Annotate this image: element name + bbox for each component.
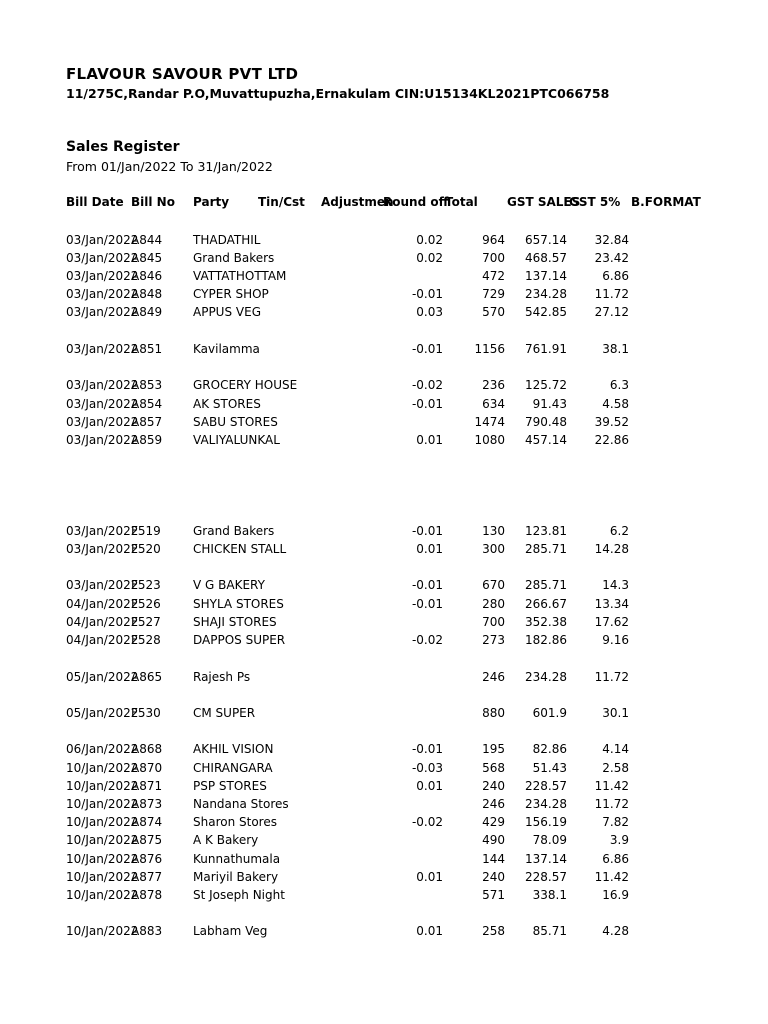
cell-bill-no: A854 bbox=[131, 397, 163, 411]
cell-gst-5: 6.86 bbox=[602, 269, 629, 283]
cell-gst-sales: 266.67 bbox=[525, 597, 567, 611]
cell-bill-date: 03/Jan/2022 bbox=[66, 578, 139, 592]
cell-gst-5: 3.9 bbox=[609, 833, 629, 847]
cell-gst-5: 4.58 bbox=[602, 397, 629, 411]
header-gst-sales: GST SALES bbox=[507, 195, 581, 209]
cell-bill-date: 10/Jan/2022 bbox=[66, 833, 139, 847]
cell-bill-date: 03/Jan/2022 bbox=[66, 397, 139, 411]
cell-gst-5: 2.58 bbox=[602, 761, 629, 775]
cell-party: VATTATHOTTAM bbox=[193, 269, 287, 283]
cell-gst-5: 30.1 bbox=[602, 706, 629, 720]
cell-total: 634 bbox=[482, 397, 505, 411]
cell-total: 273 bbox=[482, 633, 505, 647]
cell-bill-date: 03/Jan/2022 bbox=[66, 415, 139, 429]
cell-total: 240 bbox=[482, 779, 505, 793]
cell-party: Kavilamma bbox=[193, 342, 260, 356]
cell-gst-sales: 82.86 bbox=[532, 742, 567, 756]
cell-round-off: -0.01 bbox=[411, 578, 443, 592]
cell-total: 240 bbox=[482, 870, 505, 884]
cell-bill-no: A868 bbox=[131, 742, 163, 756]
cell-gst-5: 17.62 bbox=[594, 615, 629, 629]
cell-bill-no: A877 bbox=[131, 870, 163, 884]
cell-party: AK STORES bbox=[193, 397, 261, 411]
cell-total: 280 bbox=[482, 597, 505, 611]
header-party: Party bbox=[193, 195, 230, 209]
cell-total: 570 bbox=[482, 305, 505, 319]
cell-total: 144 bbox=[482, 852, 505, 866]
cell-gst-5: 11.42 bbox=[594, 870, 629, 884]
cell-gst-5: 6.2 bbox=[609, 524, 629, 538]
cell-bill-date: 10/Jan/2022 bbox=[66, 870, 139, 884]
cell-party: Labham Veg bbox=[193, 924, 268, 938]
cell-total: 700 bbox=[482, 615, 505, 629]
cell-bill-date: 04/Jan/2022 bbox=[66, 597, 139, 611]
cell-party: SHYLA STORES bbox=[193, 597, 284, 611]
cell-bill-no: A851 bbox=[131, 342, 163, 356]
cell-total: 246 bbox=[482, 797, 505, 811]
cell-total: 195 bbox=[482, 742, 505, 756]
cell-total: 1080 bbox=[474, 433, 505, 447]
cell-bill-no: A859 bbox=[131, 433, 163, 447]
cell-bill-date: 03/Jan/2022 bbox=[66, 524, 139, 538]
cell-party: SABU STORES bbox=[193, 415, 278, 429]
cell-round-off bbox=[383, 669, 443, 685]
cell-bill-date: 10/Jan/2022 bbox=[66, 852, 139, 866]
cell-round-off: -0.03 bbox=[411, 761, 443, 775]
cell-gst-sales: 137.14 bbox=[525, 852, 567, 866]
cell-round-off: 0.02 bbox=[416, 251, 443, 265]
cell-bill-date: 10/Jan/2022 bbox=[66, 761, 139, 775]
cell-bill-date: 03/Jan/2022 bbox=[66, 433, 139, 447]
cell-bill-date: 05/Jan/2022 bbox=[66, 670, 139, 684]
cell-bill-no: A873 bbox=[131, 797, 163, 811]
cell-gst-5: 11.72 bbox=[594, 797, 629, 811]
cell-round-off bbox=[383, 796, 443, 812]
cell-party: Sharon Stores bbox=[193, 815, 277, 829]
cell-round-off: 0.01 bbox=[416, 779, 443, 793]
cell-party: CM SUPER bbox=[193, 706, 256, 720]
cell-total: 236 bbox=[482, 378, 505, 392]
cell-gst-5: 14.28 bbox=[594, 542, 629, 556]
cell-party: Rajesh Ps bbox=[193, 670, 251, 684]
cell-round-off bbox=[383, 414, 443, 430]
cell-round-off bbox=[383, 851, 443, 867]
cell-round-off bbox=[383, 614, 443, 630]
cell-gst-5: 6.86 bbox=[602, 852, 629, 866]
cell-round-off: 0.03 bbox=[416, 305, 443, 319]
cell-bill-date: 03/Jan/2022 bbox=[66, 305, 139, 319]
cell-round-off: -0.01 bbox=[411, 342, 443, 356]
cell-bill-date: 05/Jan/2022 bbox=[66, 706, 139, 720]
cell-gst-5: 38.1 bbox=[602, 342, 629, 356]
cell-party: SHAJI STORES bbox=[193, 615, 277, 629]
cell-gst-sales: 285.71 bbox=[525, 578, 567, 592]
cell-bill-date: 04/Jan/2022 bbox=[66, 633, 139, 647]
report-period: From 01/Jan/2022 To 31/Jan/2022 bbox=[66, 159, 273, 174]
cell-gst-sales: 234.28 bbox=[525, 287, 567, 301]
cell-bill-date: 03/Jan/2022 bbox=[66, 542, 139, 556]
cell-total: 568 bbox=[482, 761, 505, 775]
cell-gst-sales: 78.09 bbox=[532, 833, 567, 847]
cell-total: 429 bbox=[482, 815, 505, 829]
cell-bill-no: A853 bbox=[131, 378, 163, 392]
report-title: Sales Register bbox=[66, 139, 180, 155]
cell-round-off: 0.01 bbox=[416, 924, 443, 938]
cell-round-off: -0.01 bbox=[411, 397, 443, 411]
cell-bill-date: 10/Jan/2022 bbox=[66, 797, 139, 811]
cell-total: 1156 bbox=[474, 342, 505, 356]
cell-party: THADATHIL bbox=[193, 233, 261, 247]
cell-gst-sales: 137.14 bbox=[525, 269, 567, 283]
cell-party: St Joseph Night bbox=[193, 888, 285, 902]
cell-gst-sales: 228.57 bbox=[525, 779, 567, 793]
cell-gst-5: 11.72 bbox=[594, 670, 629, 684]
cell-gst-sales: 790.48 bbox=[525, 415, 567, 429]
cell-gst-sales: 123.81 bbox=[525, 524, 567, 538]
cell-gst-5: 23.42 bbox=[594, 251, 629, 265]
cell-bill-date: 03/Jan/2022 bbox=[66, 342, 139, 356]
cell-party: DAPPOS SUPER bbox=[193, 633, 286, 647]
header-total: Total bbox=[445, 195, 478, 209]
cell-gst-sales: 85.71 bbox=[532, 924, 567, 938]
cell-party: CYPER SHOP bbox=[193, 287, 269, 301]
cell-party: APPUS VEG bbox=[193, 305, 261, 319]
cell-bill-no: A883 bbox=[131, 924, 163, 938]
cell-bill-no: F528 bbox=[131, 633, 161, 647]
cell-gst-5: 32.84 bbox=[594, 233, 629, 247]
cell-gst-sales: 657.14 bbox=[525, 233, 567, 247]
cell-round-off: -0.01 bbox=[411, 287, 443, 301]
header-adjustment: Adjustmen bbox=[321, 195, 394, 209]
cell-gst-5: 14.3 bbox=[602, 578, 629, 592]
cell-bill-no: F520 bbox=[131, 542, 161, 556]
cell-bill-no: F523 bbox=[131, 578, 161, 592]
cell-round-off: -0.02 bbox=[411, 633, 443, 647]
cell-gst-sales: 352.38 bbox=[525, 615, 567, 629]
cell-bill-date: 10/Jan/2022 bbox=[66, 888, 139, 902]
cell-bill-no: F526 bbox=[131, 597, 161, 611]
cell-party: PSP STORES bbox=[193, 779, 267, 793]
cell-bill-date: 10/Jan/2022 bbox=[66, 815, 139, 829]
cell-gst-sales: 542.85 bbox=[525, 305, 567, 319]
cell-total: 729 bbox=[482, 287, 505, 301]
cell-bill-date: 06/Jan/2022 bbox=[66, 742, 139, 756]
cell-party: GROCERY HOUSE bbox=[193, 378, 298, 392]
cell-round-off: 0.02 bbox=[416, 233, 443, 247]
header-tin-cst: Tin/Cst bbox=[258, 195, 305, 209]
cell-bill-no: A875 bbox=[131, 833, 163, 847]
cell-gst-5: 13.34 bbox=[594, 597, 629, 611]
cell-round-off bbox=[383, 705, 443, 721]
header-bill-no: Bill No bbox=[131, 195, 175, 209]
cell-gst-sales: 228.57 bbox=[525, 870, 567, 884]
cell-gst-sales: 125.72 bbox=[525, 378, 567, 392]
cell-gst-sales: 234.28 bbox=[525, 797, 567, 811]
header-bill-date: Bill Date bbox=[66, 195, 124, 209]
cell-party: Kunnathumala bbox=[193, 852, 281, 866]
cell-round-off: -0.01 bbox=[411, 524, 443, 538]
cell-bill-date: 03/Jan/2022 bbox=[66, 233, 139, 247]
cell-gst-sales: 457.14 bbox=[525, 433, 567, 447]
cell-total: 246 bbox=[482, 670, 505, 684]
cell-total: 670 bbox=[482, 578, 505, 592]
cell-gst-sales: 338.1 bbox=[532, 888, 567, 902]
cell-bill-no: A878 bbox=[131, 888, 163, 902]
cell-bill-date: 04/Jan/2022 bbox=[66, 615, 139, 629]
cell-gst-sales: 51.43 bbox=[532, 761, 567, 775]
cell-total: 964 bbox=[482, 233, 505, 247]
cell-party: AKHIL VISION bbox=[193, 742, 274, 756]
cell-gst-sales: 468.57 bbox=[525, 251, 567, 265]
cell-gst-5: 4.14 bbox=[602, 742, 629, 756]
cell-party: V G BAKERY bbox=[193, 578, 265, 592]
cell-bill-no: A845 bbox=[131, 251, 163, 265]
cell-gst-5: 9.16 bbox=[602, 633, 629, 647]
cell-gst-5: 22.86 bbox=[594, 433, 629, 447]
cell-gst-sales: 234.28 bbox=[525, 670, 567, 684]
cell-gst-sales: 761.91 bbox=[525, 342, 567, 356]
cell-bill-no: A876 bbox=[131, 852, 163, 866]
header-b-format: B.FORMAT bbox=[631, 195, 701, 209]
cell-gst-5: 4.28 bbox=[602, 924, 629, 938]
cell-bill-no: A865 bbox=[131, 670, 163, 684]
cell-gst-5: 39.52 bbox=[594, 415, 629, 429]
cell-bill-no: A846 bbox=[131, 269, 163, 283]
cell-round-off: 0.01 bbox=[416, 433, 443, 447]
cell-gst-5: 11.72 bbox=[594, 287, 629, 301]
cell-party: CHIRANGARA bbox=[193, 761, 273, 775]
cell-bill-no: A844 bbox=[131, 233, 163, 247]
cell-round-off bbox=[383, 832, 443, 848]
cell-round-off: -0.02 bbox=[411, 815, 443, 829]
cell-party: CHICKEN STALL bbox=[193, 542, 287, 556]
cell-bill-date: 10/Jan/2022 bbox=[66, 924, 139, 938]
cell-bill-date: 10/Jan/2022 bbox=[66, 779, 139, 793]
cell-round-off: -0.02 bbox=[411, 378, 443, 392]
header-round-off: Round off bbox=[383, 195, 449, 209]
cell-round-off bbox=[383, 887, 443, 903]
cell-gst-sales: 156.19 bbox=[525, 815, 567, 829]
cell-bill-date: 03/Jan/2022 bbox=[66, 287, 139, 301]
cell-gst-sales: 182.86 bbox=[525, 633, 567, 647]
cell-gst-sales: 601.9 bbox=[532, 706, 567, 720]
cell-party: Nandana Stores bbox=[193, 797, 289, 811]
company-name: FLAVOUR SAVOUR PVT LTD bbox=[66, 65, 299, 83]
cell-bill-no: A870 bbox=[131, 761, 163, 775]
cell-party: Grand Bakers bbox=[193, 251, 275, 265]
cell-gst-5: 27.12 bbox=[594, 305, 629, 319]
cell-bill-date: 03/Jan/2022 bbox=[66, 269, 139, 283]
cell-party: Grand Bakers bbox=[193, 524, 275, 538]
cell-round-off: 0.01 bbox=[416, 542, 443, 556]
cell-round-off: -0.01 bbox=[411, 597, 443, 611]
cell-total: 472 bbox=[482, 269, 505, 283]
cell-bill-date: 03/Jan/2022 bbox=[66, 251, 139, 265]
cell-party: Mariyil Bakery bbox=[193, 870, 279, 884]
header-gst-5: GST 5% bbox=[569, 195, 621, 209]
cell-bill-no: A871 bbox=[131, 779, 163, 793]
cell-total: 1474 bbox=[474, 415, 505, 429]
cell-total: 130 bbox=[482, 524, 505, 538]
cell-gst-5: 11.42 bbox=[594, 779, 629, 793]
cell-total: 258 bbox=[482, 924, 505, 938]
cell-party: A K Bakery bbox=[193, 833, 259, 847]
cell-round-off: -0.01 bbox=[411, 742, 443, 756]
cell-total: 700 bbox=[482, 251, 505, 265]
cell-gst-5: 16.9 bbox=[602, 888, 629, 902]
cell-gst-sales: 91.43 bbox=[532, 397, 567, 411]
cell-total: 571 bbox=[482, 888, 505, 902]
cell-party: VALIYALUNKAL bbox=[193, 433, 280, 447]
cell-total: 490 bbox=[482, 833, 505, 847]
cell-gst-5: 7.82 bbox=[602, 815, 629, 829]
cell-bill-no: A857 bbox=[131, 415, 163, 429]
cell-bill-no: F530 bbox=[131, 706, 161, 720]
cell-bill-no: A874 bbox=[131, 815, 163, 829]
cell-bill-no: A848 bbox=[131, 287, 163, 301]
cell-bill-no: F519 bbox=[131, 524, 161, 538]
cell-round-off: 0.01 bbox=[416, 870, 443, 884]
cell-gst-sales: 285.71 bbox=[525, 542, 567, 556]
cell-bill-no: F527 bbox=[131, 615, 161, 629]
cell-bill-no: A849 bbox=[131, 305, 163, 319]
cell-total: 880 bbox=[482, 706, 505, 720]
cell-bill-date: 03/Jan/2022 bbox=[66, 378, 139, 392]
company-address: 11/275C,Randar P.O,Muvattupuzha,Ernakulam CIN:U15134KL2021PTC066758 bbox=[66, 86, 610, 101]
cell-total: 300 bbox=[482, 542, 505, 556]
cell-round-off bbox=[383, 268, 443, 284]
cell-gst-5: 6.3 bbox=[609, 378, 629, 392]
